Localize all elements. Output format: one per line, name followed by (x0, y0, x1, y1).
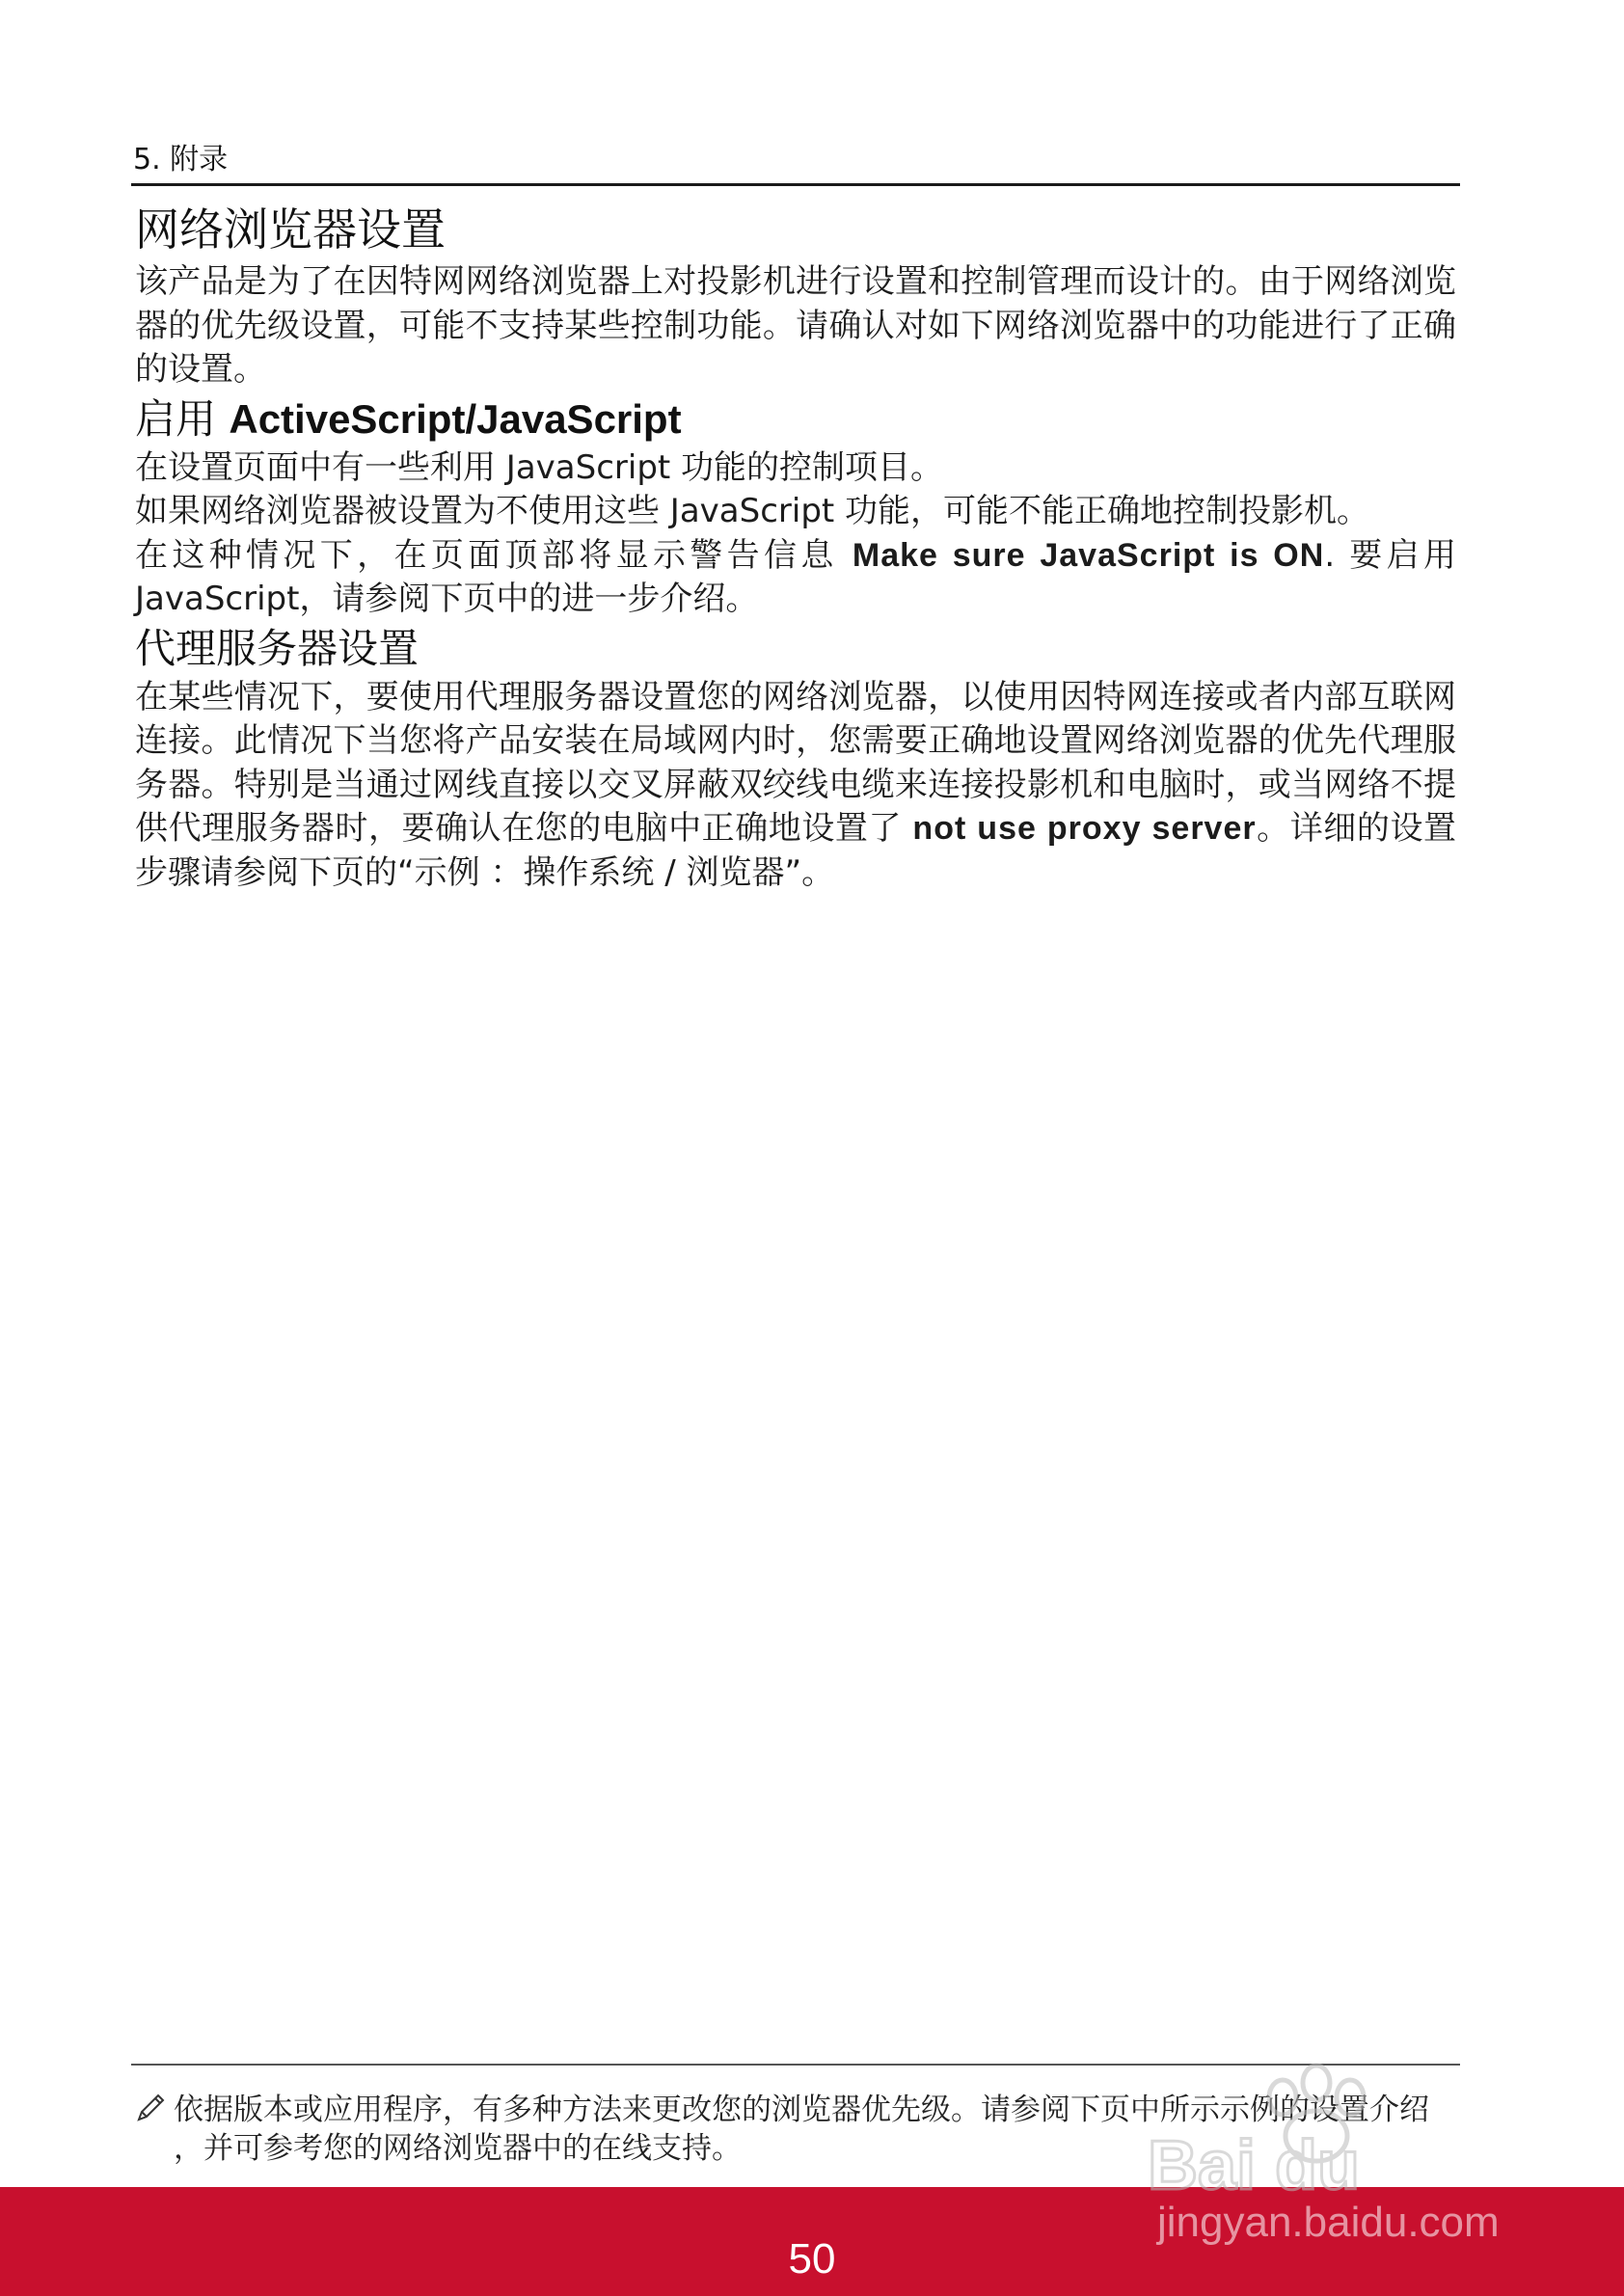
baidu-watermark (1138, 2044, 1543, 2246)
js-line-1: 在设置页面中有一些利用 JavaScript 功能的控制项目。 (135, 447, 944, 487)
chapter-header: 5. 附录 (133, 143, 229, 176)
js-line-2: 如果网络浏览器被设置为不使用这些 JavaScript 功能，可能不能正确地控制投影机。 (135, 492, 1370, 530)
section-body-proxy-settings (135, 676, 1456, 896)
footnote-text: 依据版本或应用程序，有多种方法来更改您的浏览器优先级。请参阅下页中所示示例的设置介绍 ，并可参考您的网络浏览器中的在线支持。 (174, 2093, 1429, 2166)
js-line-3-suffix: . 要启用 JavaScript，请参阅下页中的进一步介绍。 (135, 535, 1456, 618)
section-body-enable-javascript (135, 446, 1456, 622)
section-body-browser-settings: 该产品是为了在因特网网络浏览器上对投影机进行设置和控制管理而设计的。由于网络浏览器的优先级设置，可能不支持某些控制功能。请确认对如下网络浏览器中的功能进行了正确的设置。 (135, 262, 1456, 389)
proxy-setting-name: not use proxy server (912, 810, 1257, 847)
section-title-prefix: 启用 (135, 394, 230, 443)
section-title-browser-settings: 网络浏览器设置 (135, 203, 446, 256)
watermark-text: jingyan.baidu.com (1157, 2199, 1500, 2246)
js-warning-message: Make sure JavaScript is ON (852, 536, 1325, 574)
page-content (135, 199, 1456, 895)
pencil-icon (135, 2091, 174, 2133)
js-line-3-prefix: 在这种情况下，在页面顶部将显示警告信息 (135, 535, 853, 575)
proxy-body-prefix: 在某些情况下，要使用代理服务器设置您的网络浏览器，以使用因特网连接或者内部互联网连接。此情况下当您将产品安装在局域网内时，您需要正确地设置网络浏览器的优先代理服务器。特别是当通过网线直接以交叉屏蔽双绞线电缆来连接投影机和电脑时，或当网络不提供代理服务器时，要确认在您的电脑中正确地设置了 (135, 677, 1456, 848)
section-title-bold: ActiveScript/JavaScript (229, 395, 682, 442)
section-title-proxy-settings: 代理服务器设置 (135, 624, 420, 672)
svg-text:Bai du: Bai du (1148, 2127, 1361, 2199)
proxy-body-suffix: 。详细的设置步骤请参阅下页的“示例 ：操作系统 / 浏览器”。 (135, 809, 1457, 892)
header-divider (131, 183, 1460, 186)
page-number: 50 (788, 2235, 836, 2282)
section-title-enable-javascript (135, 392, 1456, 446)
